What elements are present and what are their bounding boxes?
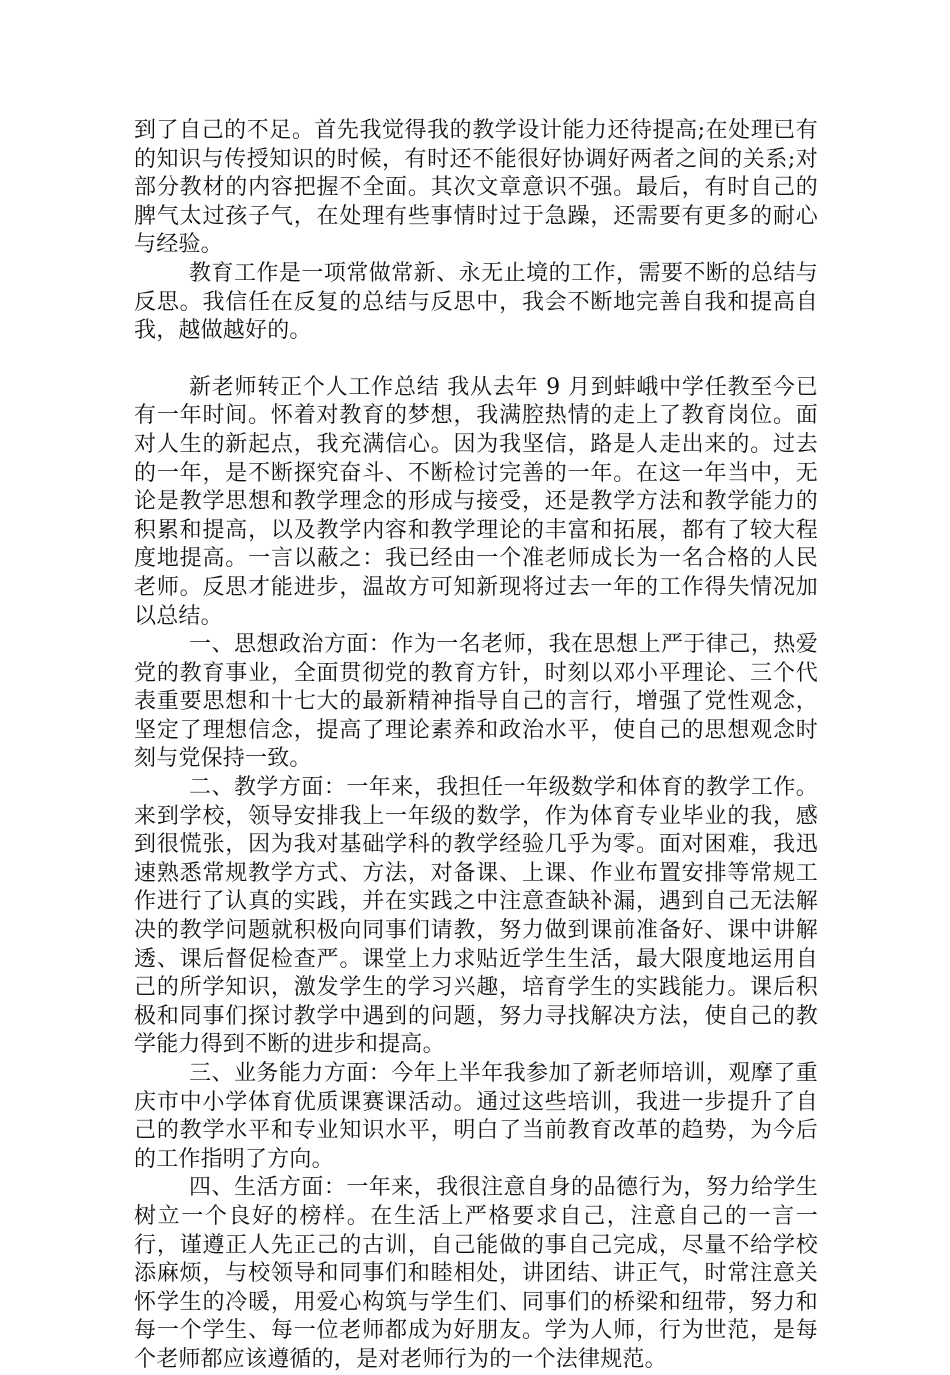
paragraph-continuation: 到了自己的不足。首先我觉得我的教学设计能力还待提高;在处理已有的知识与传授知识的时候，有时还不能很好协调好两者之间的关系;对部分教材的内容把握不全面。其次文章意识不强。最后，有时自己的脾气太过孩子气，在处理有些事情时过于急躁，还需要有更多的耐心与经验。	[134, 118, 818, 258]
paragraph-gap	[134, 346, 818, 374]
paragraph-teaching: 二、教学方面：一年来，我担任一年级数学和体育的教学工作。来到学校，领导安排我上一年级的数学，作为体育专业毕业的我，感到很慌张，因为我对基础学科的教学经验几乎为零。面对困难，我迅速熟悉常规教学方式、方法，对备课、上课、作业布置安排等常规工作进行了认真的实践，并在实践之中注意查缺补漏，遇到自己无法解决的教学问题就积极向同事们请教，努力做到课前准备好、课中讲解透、课后督促检查严。课堂上力求贴近学生生活，最大限度地运用自己的所学知识，激发学生的学习兴趣，培育学生的实践能力。课后积极和同事们探讨教学中遇到的问题，努力寻找解决方法，使自己的教学能力得到不断的进步和提高。	[134, 775, 818, 1058]
paragraph-reflection: 教育工作是一项常做常新、永无止境的工作，需要不断的总结与反思。我信任在反复的总结与反思中，我会不断地完善自我和提高自我，越做越好的。	[134, 260, 818, 344]
document-body	[134, 117, 818, 1375]
paragraph-business-ability: 三、业务能力方面：今年上半年我参加了新老师培训，观摩了重庆市中小学体育优质课赛课活动。通过这些培训，我进一步提升了自己的教学水平和专业知识水平，明白了当前教育改革的趋势，为今后的工作指明了方向。	[134, 1061, 818, 1172]
paragraph-life: 四、生活方面：一年来，我很注意自身的品德行为，努力给学生树立一个良好的榜样。在生活上严格要求自己，注意自己的一言一行，谨遵正人先正己的古训，自己能做的事自己完成，尽量不给学校添麻烦，与校领导和同事们和睦相处，讲团结、讲正气，时常注意关怀学生的冷暖，用爱心构筑与学生们、同事们的桥梁和纽带，努力和每一个学生、每一位老师都成为好朋友。学为人师，行为世范，是每个老师都应该遵循的，是对老师行为的一个法律规范。	[134, 1175, 818, 1372]
paragraph-summary-intro: 新老师转正个人工作总结 我从去年 9 月到蚌峨中学任教至今已有一年时间。怀着对教育的梦想，我满腔热情的走上了教育岗位。面对人生的新起点，我充满信心。因为我坚信，路是人走出来的。过去的一年，是不断探究奋斗、不断检讨完善的一年。在这一年当中，无论是教学思想和教学理念的形成与接受，还是教学方法和教学能力的积累和提高，以及教学内容和教学理论的丰富和拓展，都有了较大程度地提高。一言以蔽之：我已经由一个准老师成长为一名合格的人民老师。反思才能进步，温故方可知新现将过去一年的工作得失情况加以总结。	[134, 374, 818, 629]
paragraph-political: 一、思想政治方面：作为一名老师，我在思想上严于律己，热爱党的教育事业，全面贯彻党的教育方针，时刻以邓小平理论、三个代表重要思想和十七大的最新精神指导自己的言行，增强了党性观念，坚定了理想信念，提高了理论素养和政治水平，使自己的思想观念时刻与党保持一致。	[134, 632, 818, 772]
